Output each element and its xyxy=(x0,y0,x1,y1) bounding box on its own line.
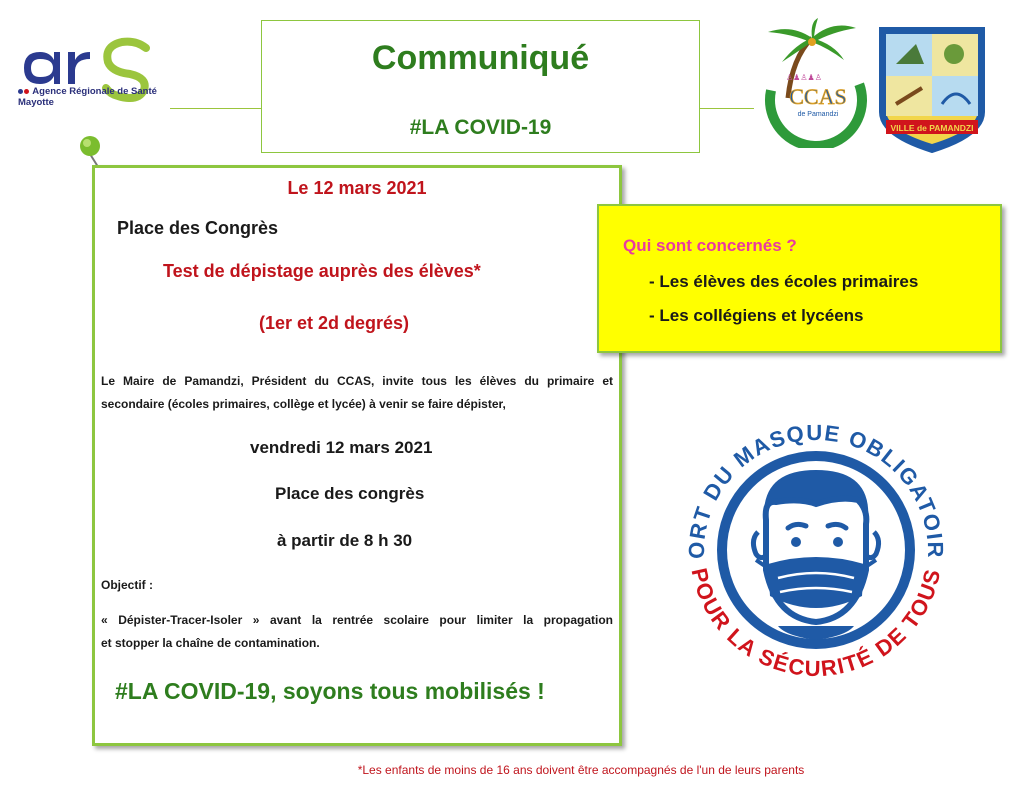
ars-caption xyxy=(18,86,157,108)
objective-line1: « Dépister-Tracer-Isoler » avant la rentrée scolaire pour limiter la propagation xyxy=(101,613,613,627)
event-time: à partir de 8 h 30 xyxy=(277,531,413,550)
mask-required-badge xyxy=(660,400,972,702)
intro-line1: Le Maire de Pamandzi, Président du CCAS, invite tous les élèves du primaire et xyxy=(101,374,613,388)
event-place: Place des Congrès xyxy=(117,218,279,238)
pamandzi-crest xyxy=(876,24,988,154)
concerned-item: - Les élèves des écoles primaires xyxy=(649,272,919,291)
badge-top-text: ORT DU MASQUE OBLIGATOIR xyxy=(683,419,949,560)
connector-line-left xyxy=(170,108,262,109)
objective-paragraph xyxy=(101,609,613,655)
test-title: Test de dépistage auprès des élèves* xyxy=(163,261,481,281)
connector-line-right xyxy=(700,108,754,109)
header-box xyxy=(261,20,700,153)
dot-red-icon xyxy=(24,89,29,94)
ars-line1: Agence Régionale de Santé xyxy=(32,86,157,97)
ccas-sub: de Pamandzi xyxy=(797,111,839,118)
event-date: Le 12 mars 2021 xyxy=(287,178,427,198)
intro-paragraph xyxy=(101,370,613,416)
slogan: #LA COVID-19, soyons tous mobilisés ! xyxy=(115,678,545,704)
ccas-logo xyxy=(752,18,874,148)
concerned-box xyxy=(597,204,1002,353)
svg-text:♙♟♙♟♙: ♙♟♙♟♙ xyxy=(786,73,822,82)
badge-bottom-text: POUR LA SÉCURITÉ DE TOUS xyxy=(686,565,946,682)
objective-line2: et stopper la chaîne de contamination. xyxy=(101,636,320,650)
main-announcement-box xyxy=(92,165,622,746)
header-hashtag: #LA COVID-19 xyxy=(409,116,552,139)
intro-line2: secondaire (écoles primaires, collège et lycée) à venir se faire dépister, xyxy=(101,397,506,411)
ccas-text: CCAS xyxy=(789,84,847,109)
dot-blue-icon xyxy=(18,89,23,94)
ars-line2: Mayotte xyxy=(18,97,54,108)
footnote: *Les enfants de moins de 16 ans doivent être accompagnés de l'un de leurs parents xyxy=(357,763,805,777)
objective-label: Objectif : xyxy=(101,578,154,592)
crest-text: VILLE de PAMANDZI xyxy=(890,123,974,133)
event-day: vendredi 12 mars 2021 xyxy=(250,438,433,457)
page-title: Communiqué xyxy=(371,39,590,77)
test-degrees: (1er et 2d degrés) xyxy=(259,313,410,333)
event-place-2: Place des congrès xyxy=(275,484,425,503)
concerned-item: - Les collégiens et lycéens xyxy=(649,306,864,325)
concerned-title: Qui sont concernés ? xyxy=(623,236,797,255)
